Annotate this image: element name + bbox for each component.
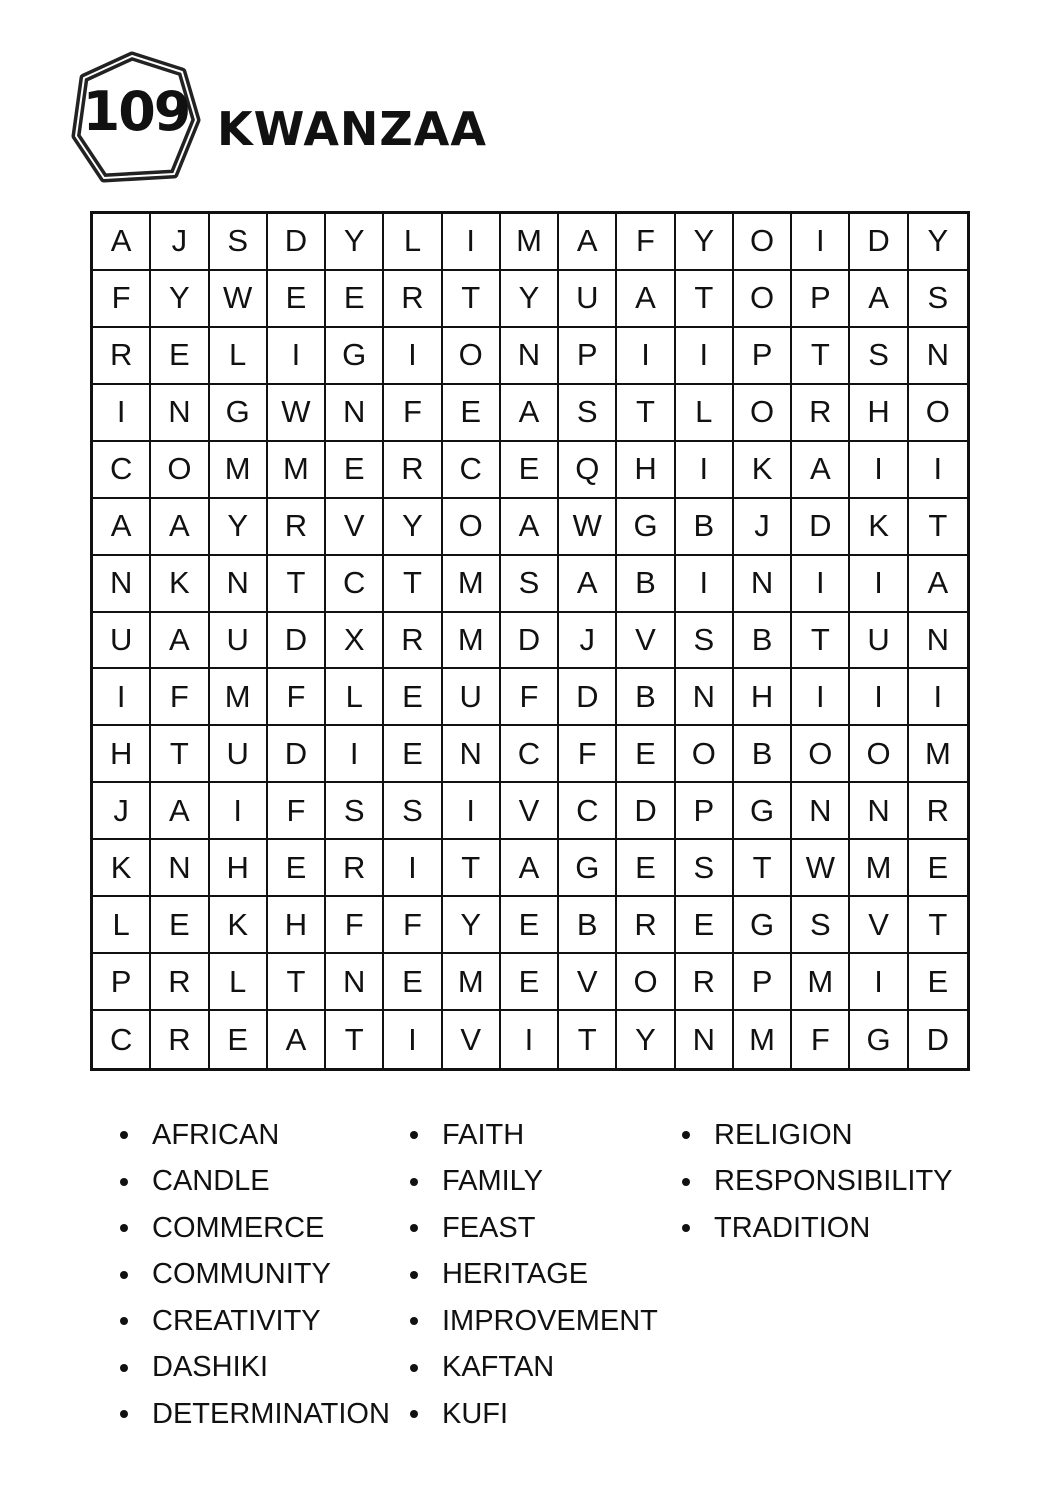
grid-cell[interactable]: M bbox=[443, 954, 501, 1011]
word-label: FEAST bbox=[442, 1211, 536, 1244]
grid-cell[interactable]: N bbox=[676, 669, 734, 726]
grid-cell[interactable]: A bbox=[151, 499, 209, 556]
grid-cell[interactable]: E bbox=[151, 897, 209, 954]
grid-cell[interactable]: B bbox=[734, 613, 792, 670]
word-list-item bbox=[120, 1298, 390, 1345]
grid-cell[interactable]: C bbox=[559, 783, 617, 840]
word-list-item bbox=[410, 1159, 658, 1206]
grid-cell[interactable]: T bbox=[268, 556, 326, 613]
grid-cell[interactable]: C bbox=[93, 1011, 151, 1068]
grid-cell[interactable]: O bbox=[151, 442, 209, 499]
grid-cell[interactable]: F bbox=[268, 783, 326, 840]
grid-cell[interactable]: T bbox=[559, 1011, 617, 1068]
grid-cell[interactable]: E bbox=[617, 840, 675, 897]
grid-cell[interactable]: L bbox=[676, 385, 734, 442]
grid-cell[interactable]: I bbox=[792, 669, 850, 726]
grid-cell[interactable]: C bbox=[93, 442, 151, 499]
grid-cell[interactable]: M bbox=[268, 442, 326, 499]
grid-cell[interactable]: U bbox=[210, 726, 268, 783]
word-search-grid[interactable] bbox=[90, 211, 970, 1071]
grid-cell[interactable]: L bbox=[93, 897, 151, 954]
grid-cell[interactable]: S bbox=[850, 328, 908, 385]
grid-cell[interactable]: N bbox=[443, 726, 501, 783]
grid-cell[interactable]: F bbox=[268, 669, 326, 726]
grid-cell[interactable]: T bbox=[443, 840, 501, 897]
grid-cell[interactable]: S bbox=[384, 783, 442, 840]
grid-cell[interactable]: E bbox=[909, 840, 967, 897]
grid-cell[interactable]: F bbox=[326, 897, 384, 954]
grid-cell[interactable]: M bbox=[443, 613, 501, 670]
grid-cell[interactable]: E bbox=[326, 442, 384, 499]
grid-cell[interactable]: F bbox=[559, 726, 617, 783]
word-list-item bbox=[410, 1298, 658, 1345]
word-label: DETERMINATION bbox=[152, 1397, 390, 1430]
grid-cell[interactable]: V bbox=[326, 499, 384, 556]
word-label: COMMUNITY bbox=[152, 1258, 331, 1291]
grid-cell[interactable]: M bbox=[210, 669, 268, 726]
grid-cell[interactable]: D bbox=[268, 613, 326, 670]
grid-cell[interactable]: I bbox=[909, 442, 967, 499]
word-list-column bbox=[120, 1112, 390, 1438]
grid-cell[interactable]: S bbox=[676, 613, 734, 670]
grid-cell[interactable]: Y bbox=[617, 1011, 675, 1068]
grid-cell[interactable]: V bbox=[501, 783, 559, 840]
word-list-item bbox=[410, 1252, 658, 1299]
word-label: DASHIKI bbox=[152, 1351, 269, 1384]
grid-cell[interactable]: E bbox=[443, 385, 501, 442]
grid-cell[interactable]: M bbox=[734, 1011, 792, 1068]
grid-cell[interactable]: F bbox=[384, 385, 442, 442]
grid-cell[interactable]: I bbox=[850, 442, 908, 499]
grid-cell[interactable]: Q bbox=[559, 442, 617, 499]
grid-cell[interactable]: L bbox=[384, 214, 442, 271]
grid-cell[interactable]: E bbox=[268, 271, 326, 328]
grid-cell[interactable]: R bbox=[792, 385, 850, 442]
grid-cell[interactable]: I bbox=[384, 328, 442, 385]
grid-cell[interactable]: J bbox=[734, 499, 792, 556]
grid-cell[interactable]: R bbox=[151, 954, 209, 1011]
grid-cell[interactable]: P bbox=[734, 328, 792, 385]
grid-cell[interactable]: E bbox=[384, 669, 442, 726]
grid-cell[interactable]: R bbox=[617, 897, 675, 954]
bullet-icon bbox=[682, 1224, 690, 1232]
word-list-item bbox=[120, 1205, 390, 1252]
bullet-icon bbox=[120, 1410, 128, 1418]
grid-cell[interactable]: G bbox=[734, 897, 792, 954]
grid-cell[interactable]: B bbox=[617, 669, 675, 726]
grid-cell[interactable]: N bbox=[501, 328, 559, 385]
grid-cell[interactable]: I bbox=[850, 954, 908, 1011]
grid-cell[interactable]: E bbox=[151, 328, 209, 385]
grid-cell[interactable]: D bbox=[792, 499, 850, 556]
grid-cell[interactable]: S bbox=[210, 214, 268, 271]
grid-cell[interactable]: D bbox=[617, 783, 675, 840]
grid-cell[interactable]: U bbox=[443, 669, 501, 726]
grid-cell[interactable]: C bbox=[326, 556, 384, 613]
word-label: RESPONSIBILITY bbox=[714, 1165, 953, 1198]
grid-cell[interactable]: B bbox=[559, 897, 617, 954]
grid-cell[interactable]: D bbox=[501, 613, 559, 670]
bullet-icon bbox=[120, 1178, 128, 1186]
grid-cell[interactable]: O bbox=[443, 499, 501, 556]
grid-cell[interactable]: I bbox=[443, 214, 501, 271]
grid-cell[interactable]: B bbox=[676, 499, 734, 556]
grid-cell[interactable]: I bbox=[501, 1011, 559, 1068]
grid-cell[interactable]: O bbox=[617, 954, 675, 1011]
grid-cell[interactable]: V bbox=[850, 897, 908, 954]
grid-cell[interactable]: A bbox=[151, 783, 209, 840]
grid-cell[interactable]: S bbox=[559, 385, 617, 442]
grid-cell[interactable]: H bbox=[617, 442, 675, 499]
grid-cell[interactable]: P bbox=[559, 328, 617, 385]
grid-cell[interactable]: O bbox=[676, 726, 734, 783]
bullet-icon bbox=[410, 1131, 418, 1139]
grid-cell[interactable]: A bbox=[617, 271, 675, 328]
grid-cell[interactable]: C bbox=[501, 726, 559, 783]
grid-cell[interactable]: Y bbox=[384, 499, 442, 556]
grid-cell[interactable]: M bbox=[443, 556, 501, 613]
grid-cell[interactable]: A bbox=[850, 271, 908, 328]
grid-cell[interactable]: Y bbox=[676, 214, 734, 271]
word-list-item bbox=[682, 1159, 953, 1206]
grid-cell[interactable]: B bbox=[734, 726, 792, 783]
grid-cell[interactable]: N bbox=[909, 613, 967, 670]
grid-cell[interactable]: H bbox=[93, 726, 151, 783]
grid-cell[interactable]: N bbox=[326, 954, 384, 1011]
grid-cell[interactable]: E bbox=[384, 726, 442, 783]
grid-cell[interactable]: N bbox=[792, 783, 850, 840]
grid-cell[interactable]: A bbox=[151, 613, 209, 670]
grid-cell[interactable]: Y bbox=[909, 214, 967, 271]
grid-cell[interactable]: E bbox=[210, 1011, 268, 1068]
grid-cell[interactable]: G bbox=[326, 328, 384, 385]
grid-cell[interactable]: W bbox=[210, 271, 268, 328]
grid-cell[interactable]: N bbox=[909, 328, 967, 385]
bullet-icon bbox=[120, 1317, 128, 1325]
grid-cell[interactable]: S bbox=[501, 556, 559, 613]
grid-cell[interactable]: L bbox=[326, 669, 384, 726]
grid-cell[interactable]: N bbox=[151, 840, 209, 897]
grid-cell[interactable]: M bbox=[501, 214, 559, 271]
grid-cell[interactable]: Y bbox=[501, 271, 559, 328]
grid-cell[interactable]: T bbox=[268, 954, 326, 1011]
grid-cell[interactable]: I bbox=[792, 556, 850, 613]
bullet-icon bbox=[410, 1224, 418, 1232]
grid-cell[interactable]: J bbox=[151, 214, 209, 271]
grid-cell[interactable]: G bbox=[559, 840, 617, 897]
grid-cell[interactable]: C bbox=[443, 442, 501, 499]
grid-cell[interactable]: U bbox=[559, 271, 617, 328]
bullet-icon bbox=[410, 1271, 418, 1279]
word-label: IMPROVEMENT bbox=[442, 1304, 658, 1337]
grid-cell[interactable]: M bbox=[850, 840, 908, 897]
grid-cell[interactable]: F bbox=[501, 669, 559, 726]
grid-cell[interactable]: M bbox=[210, 442, 268, 499]
grid-cell[interactable]: P bbox=[93, 954, 151, 1011]
grid-cell[interactable]: D bbox=[850, 214, 908, 271]
grid-cell[interactable]: T bbox=[151, 726, 209, 783]
grid-cell[interactable]: J bbox=[93, 783, 151, 840]
grid-cell[interactable]: A bbox=[268, 1011, 326, 1068]
grid-cell[interactable]: T bbox=[676, 271, 734, 328]
grid-cell[interactable]: K bbox=[151, 556, 209, 613]
grid-cell[interactable]: A bbox=[792, 442, 850, 499]
grid-cell[interactable]: E bbox=[501, 442, 559, 499]
grid-cell[interactable]: A bbox=[559, 214, 617, 271]
grid-cell[interactable]: L bbox=[210, 954, 268, 1011]
grid-cell[interactable]: I bbox=[676, 556, 734, 613]
grid-cell[interactable]: G bbox=[210, 385, 268, 442]
grid-cell[interactable]: P bbox=[734, 954, 792, 1011]
grid-cell[interactable]: R bbox=[151, 1011, 209, 1068]
grid-cell[interactable]: R bbox=[268, 499, 326, 556]
grid-cell[interactable]: F bbox=[792, 1011, 850, 1068]
puzzle-title: KWANZAA bbox=[217, 102, 487, 156]
grid-cell[interactable]: D bbox=[926, 1021, 950, 1057]
grid-cell[interactable]: J bbox=[559, 613, 617, 670]
grid-cell[interactable]: N bbox=[850, 783, 908, 840]
grid-cell[interactable]: E bbox=[384, 954, 442, 1011]
grid-cell[interactable]: N bbox=[93, 556, 151, 613]
word-list bbox=[120, 1112, 1000, 1442]
bullet-icon bbox=[120, 1364, 128, 1372]
grid-cell[interactable]: I bbox=[210, 783, 268, 840]
word-list-item bbox=[120, 1391, 390, 1438]
grid-cell[interactable]: I bbox=[268, 328, 326, 385]
bullet-icon bbox=[410, 1178, 418, 1186]
word-label: FAITH bbox=[442, 1118, 525, 1151]
grid-cell[interactable]: I bbox=[93, 385, 151, 442]
grid-cell[interactable]: S bbox=[326, 783, 384, 840]
grid-cell[interactable]: U bbox=[93, 613, 151, 670]
puzzle-number-badge bbox=[70, 50, 202, 195]
grid-cell[interactable]: W bbox=[792, 840, 850, 897]
grid-cell[interactable]: N bbox=[676, 1011, 734, 1068]
grid-cell[interactable]: Y bbox=[151, 271, 209, 328]
grid-cell[interactable]: P bbox=[792, 271, 850, 328]
grid-cell[interactable]: V bbox=[559, 954, 617, 1011]
grid-cell[interactable]: F bbox=[384, 897, 442, 954]
grid-cell[interactable]: R bbox=[384, 442, 442, 499]
grid-cell[interactable]: M bbox=[792, 954, 850, 1011]
grid-cell[interactable]: N bbox=[326, 385, 384, 442]
grid-cell[interactable]: P bbox=[676, 783, 734, 840]
grid-cell[interactable]: I bbox=[909, 669, 967, 726]
grid-cell[interactable]: F bbox=[93, 271, 151, 328]
grid-cell[interactable]: A bbox=[909, 556, 967, 613]
grid-cell[interactable]: A bbox=[501, 840, 559, 897]
grid-cell[interactable]: X bbox=[326, 613, 384, 670]
grid-cell[interactable]: G bbox=[617, 499, 675, 556]
grid-cell[interactable]: V bbox=[443, 1011, 501, 1068]
grid-cell[interactable]: V bbox=[617, 613, 675, 670]
grid-cell[interactable]: U bbox=[850, 613, 908, 670]
word-list-item bbox=[682, 1205, 953, 1252]
grid-cell[interactable]: I bbox=[676, 328, 734, 385]
word-label: CANDLE bbox=[152, 1165, 270, 1198]
grid-cell[interactable]: K bbox=[734, 442, 792, 499]
grid-cell[interactable]: I bbox=[617, 328, 675, 385]
grid-cell[interactable]: I bbox=[384, 1011, 442, 1068]
grid-cell[interactable]: T bbox=[617, 385, 675, 442]
word-label: AFRICAN bbox=[152, 1118, 280, 1151]
grid-cell[interactable]: O bbox=[734, 214, 792, 271]
grid-cell[interactable]: I bbox=[850, 669, 908, 726]
grid-cell[interactable]: G bbox=[734, 783, 792, 840]
bullet-icon bbox=[120, 1224, 128, 1232]
grid-cell[interactable]: U bbox=[210, 613, 268, 670]
grid-cell[interactable]: T bbox=[909, 499, 967, 556]
grid-cell[interactable]: M bbox=[909, 726, 967, 783]
puzzle-number: 109 bbox=[82, 80, 190, 143]
grid-cell[interactable]: T bbox=[792, 613, 850, 670]
grid-cell[interactable]: I bbox=[326, 726, 384, 783]
grid-cell[interactable]: T bbox=[384, 556, 442, 613]
grid-cell[interactable]: T bbox=[443, 271, 501, 328]
grid-cell[interactable]: R bbox=[384, 613, 442, 670]
grid-cell[interactable]: A bbox=[93, 214, 151, 271]
bullet-icon bbox=[120, 1131, 128, 1139]
grid-cell[interactable]: H bbox=[734, 669, 792, 726]
grid-cell[interactable]: L bbox=[210, 328, 268, 385]
grid-cell[interactable]: E bbox=[501, 897, 559, 954]
puzzle-header bbox=[70, 50, 670, 200]
word-list-item bbox=[682, 1112, 953, 1159]
grid-cell[interactable]: R bbox=[93, 328, 151, 385]
grid-cell[interactable]: O bbox=[850, 726, 908, 783]
grid-cell[interactable]: E bbox=[676, 897, 734, 954]
grid-cell[interactable]: A bbox=[501, 385, 559, 442]
grid-cell[interactable]: Y bbox=[443, 897, 501, 954]
grid-cell[interactable]: R bbox=[384, 271, 442, 328]
bullet-icon bbox=[410, 1317, 418, 1325]
grid-cell[interactable]: S bbox=[909, 271, 967, 328]
grid-cell[interactable]: I bbox=[443, 783, 501, 840]
grid-cell[interactable]: E bbox=[617, 726, 675, 783]
grid-cell[interactable]: O bbox=[443, 328, 501, 385]
grid-cell[interactable]: O bbox=[734, 385, 792, 442]
grid-cell[interactable]: R bbox=[909, 783, 967, 840]
grid-cell[interactable]: Y bbox=[210, 499, 268, 556]
word-list-item bbox=[410, 1391, 658, 1438]
bullet-icon bbox=[410, 1410, 418, 1418]
bullet-icon bbox=[410, 1364, 418, 1372]
grid-cell[interactable]: T bbox=[326, 1011, 384, 1068]
word-list-item bbox=[120, 1252, 390, 1299]
grid-cell[interactable]: N bbox=[734, 556, 792, 613]
grid-cell[interactable]: T bbox=[734, 840, 792, 897]
grid-cell[interactable]: O bbox=[909, 385, 967, 442]
grid-cell[interactable]: W bbox=[559, 499, 617, 556]
grid-cell[interactable]: A bbox=[93, 499, 151, 556]
grid-cell[interactable]: I bbox=[676, 442, 734, 499]
bullet-icon bbox=[682, 1178, 690, 1186]
grid-cell[interactable]: R bbox=[326, 840, 384, 897]
word-label: HERITAGE bbox=[442, 1258, 589, 1291]
grid-cell[interactable]: A bbox=[501, 499, 559, 556]
grid-cell[interactable]: S bbox=[676, 840, 734, 897]
bullet-icon bbox=[120, 1271, 128, 1279]
grid-cell[interactable]: T bbox=[792, 328, 850, 385]
word-label: TRADITION bbox=[714, 1211, 871, 1244]
grid-cell[interactable]: H bbox=[210, 840, 268, 897]
word-list-item bbox=[410, 1205, 658, 1252]
word-list-item bbox=[120, 1159, 390, 1206]
grid-cell[interactable]: K bbox=[850, 499, 908, 556]
grid-cell[interactable]: B bbox=[617, 556, 675, 613]
grid-cell[interactable]: E bbox=[909, 954, 967, 1011]
grid-cell[interactable]: O bbox=[734, 271, 792, 328]
word-list-column bbox=[410, 1112, 658, 1438]
grid-cell[interactable]: I bbox=[792, 214, 850, 271]
grid-cell[interactable]: Y bbox=[326, 214, 384, 271]
word-list-item bbox=[120, 1112, 390, 1159]
grid-cell[interactable]: N bbox=[151, 385, 209, 442]
grid-cell[interactable]: N bbox=[210, 556, 268, 613]
word-list-item bbox=[410, 1112, 658, 1159]
word-label: KUFI bbox=[442, 1397, 509, 1430]
grid-cell[interactable]: F bbox=[151, 669, 209, 726]
grid-cell[interactable]: I bbox=[850, 556, 908, 613]
grid-cell[interactable]: I bbox=[384, 840, 442, 897]
word-list-column bbox=[682, 1112, 953, 1252]
grid-cell[interactable]: S bbox=[792, 897, 850, 954]
grid-cell[interactable]: H bbox=[268, 897, 326, 954]
grid-cell[interactable]: H bbox=[850, 385, 908, 442]
word-label: FAMILY bbox=[442, 1165, 543, 1198]
word-label: RELIGION bbox=[714, 1118, 853, 1151]
grid-cell[interactable]: O bbox=[792, 726, 850, 783]
word-label: CREATIVITY bbox=[152, 1304, 321, 1337]
grid-cell[interactable]: E bbox=[326, 271, 384, 328]
grid-cell[interactable]: E bbox=[268, 840, 326, 897]
grid-cell[interactable]: D bbox=[559, 669, 617, 726]
grid-cell[interactable]: K bbox=[93, 840, 151, 897]
grid-cell[interactable]: K bbox=[210, 897, 268, 954]
grid-cell[interactable]: I bbox=[93, 669, 151, 726]
grid-cell[interactable]: G bbox=[850, 1011, 908, 1068]
word-list-item bbox=[410, 1345, 658, 1392]
grid-cell[interactable]: D bbox=[268, 214, 326, 271]
word-label: KAFTAN bbox=[442, 1351, 555, 1384]
word-label: COMMERCE bbox=[152, 1211, 325, 1244]
grid-cell[interactable]: D bbox=[268, 726, 326, 783]
grid-cell[interactable]: T bbox=[909, 897, 967, 954]
grid-cell[interactable]: E bbox=[501, 954, 559, 1011]
grid-cell[interactable]: W bbox=[268, 385, 326, 442]
grid-cell[interactable]: A bbox=[559, 556, 617, 613]
grid-cell[interactable]: F bbox=[617, 214, 675, 271]
word-list-item bbox=[120, 1345, 390, 1392]
bullet-icon bbox=[682, 1131, 690, 1139]
grid-cell[interactable]: R bbox=[676, 954, 734, 1011]
